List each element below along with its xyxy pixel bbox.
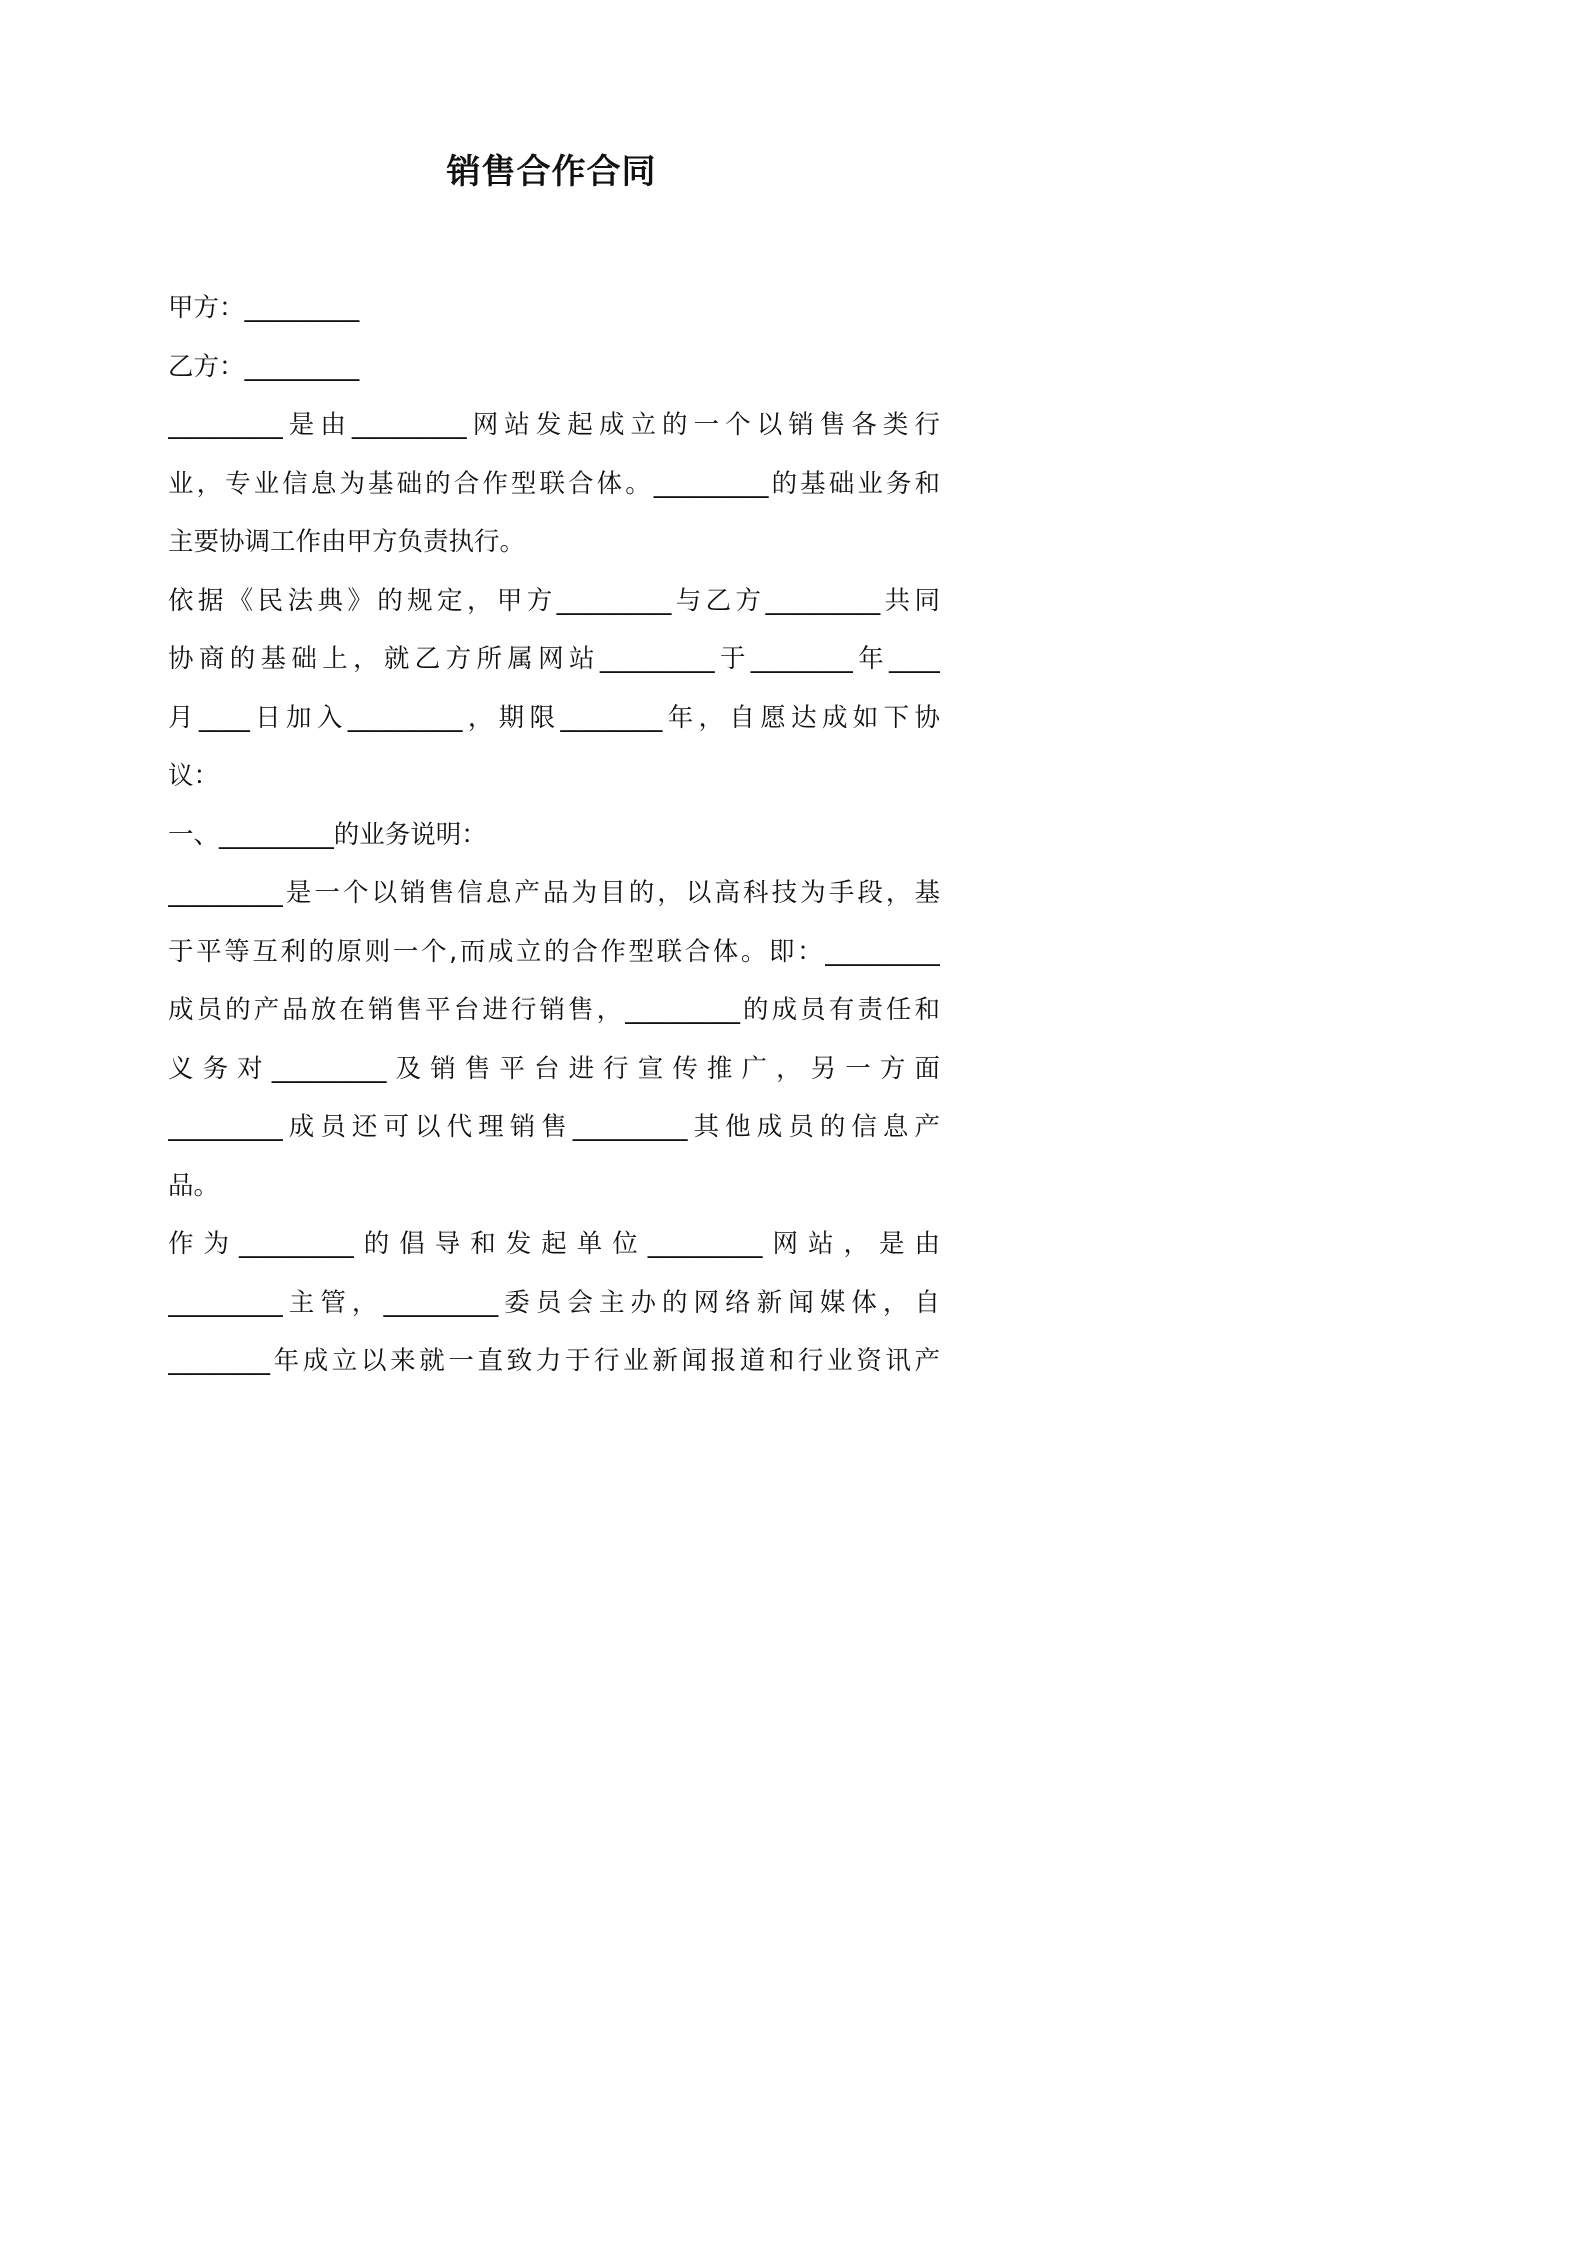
paragraph-line: _________是一个以销售信息产品为目的，以高科技为手段，基: [168, 878, 940, 908]
paragraph-line: 品。: [168, 1170, 220, 1201]
paragraph-line: _________成员还可以代理销售_________其他成员的信息产: [168, 1112, 940, 1142]
paragraph-line: 主要协调工作由甲方负责执行。: [168, 527, 526, 557]
party-b-line: 乙方：_________: [168, 351, 360, 382]
document-page: [0, 0, 1103, 1560]
paragraph-line: 成员的产品放在销售平台进行销售，_________的成员有责任和: [168, 995, 940, 1025]
paragraph-line: _________是由_________网站发起成立的一个以销售各类行: [168, 410, 940, 440]
document-title: 销售合作合同: [446, 152, 657, 192]
section-heading: 一、_________的业务说明：: [168, 819, 487, 850]
paragraph-line: 于平等互利的原则一个,而成立的合作型联合体。即：_________: [168, 936, 940, 967]
paragraph-line: 业，专业信息为基础的合作型联合体。_________的基础业务和: [168, 468, 940, 499]
paragraph-line: 义务对_________及销售平台进行宣传推广，另一方面: [168, 1053, 940, 1084]
paragraph-line: 协商的基础上，就乙方所属网站_________于________年____: [168, 644, 940, 674]
paragraph-line: 月____日加入_________，期限________年，自愿达成如下协: [168, 702, 940, 733]
paragraph-line: ________年成立以来就一直致力于行业新闻报道和行业资讯产: [168, 1346, 940, 1376]
paragraph-line: 议：: [168, 761, 220, 791]
paragraph-line: _________主管，_________委员会主办的网络新闻媒体，自: [168, 1287, 940, 1318]
paragraph-line: 作为_________的倡导和发起单位_________网站，是由: [168, 1229, 940, 1259]
party-a-line: 甲方：_________: [168, 293, 360, 323]
document-body: [168, 279, 940, 1391]
paragraph-line: 依据《民法典》的规定，甲方_________与乙方_________共同: [168, 585, 940, 616]
